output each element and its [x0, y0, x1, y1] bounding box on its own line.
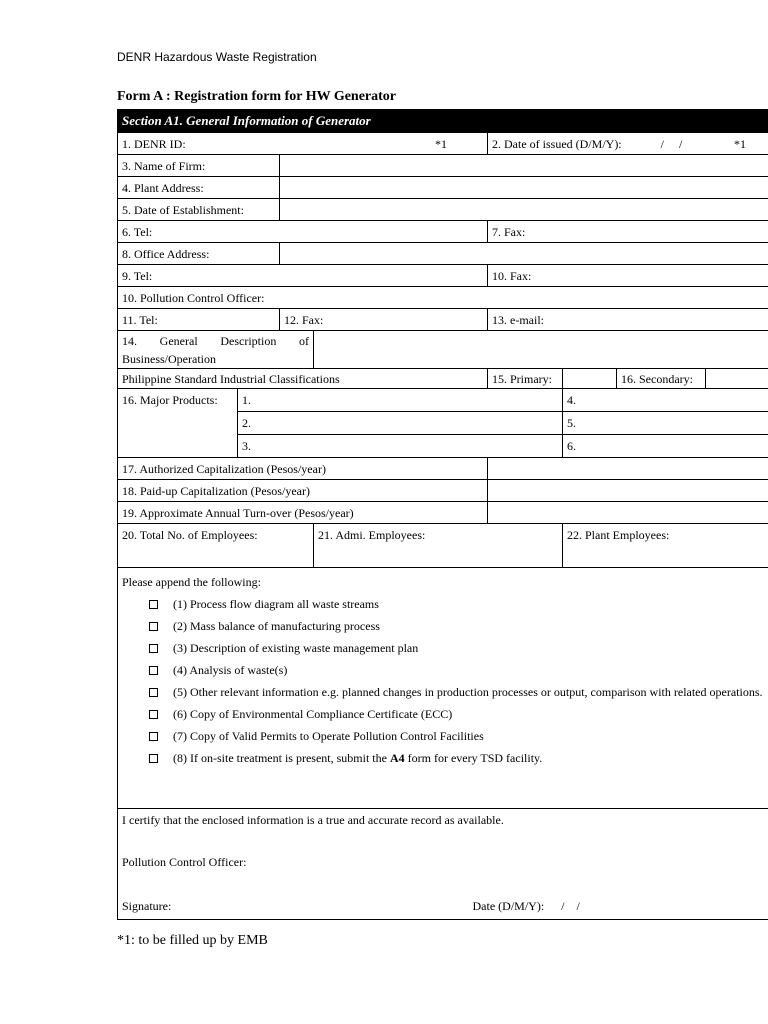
form-title: Form A : Registration form for HW Generator — [117, 89, 397, 104]
major-products-label: 16. Major Products: — [118, 389, 238, 458]
checkbox-icon[interactable] — [149, 622, 158, 631]
psic-label: Philippine Standard Industrial Classifications — [118, 369, 488, 389]
emb-mark: *1 — [435, 136, 447, 151]
section-title: Section A1. General Information of Generator — [118, 110, 768, 133]
product-3-field[interactable]: 3. — [238, 435, 563, 458]
append-item[interactable]: (2) Mass balance of manufacturing process — [122, 615, 768, 637]
tel3-field[interactable]: 11. Tel: — [118, 309, 280, 331]
date-establishment-field[interactable] — [280, 199, 768, 221]
primary-field[interactable] — [563, 369, 617, 389]
registration-form-table — [117, 109, 768, 920]
total-employees-field[interactable]: 20. Total No. of Employees: — [118, 524, 314, 568]
paid-up-capitalization-label: 18. Paid-up Capitalization (Pesos/year) — [118, 480, 488, 502]
certification-section — [118, 809, 768, 920]
checkbox-icon[interactable] — [149, 754, 158, 763]
document-header: DENR Hazardous Waste Registration — [117, 50, 317, 64]
append-item[interactable]: (8) If on-site treatment is present, submit the A4 form for every TSD facility. — [122, 747, 768, 769]
fax3-field[interactable]: 12. Fax: — [280, 309, 488, 331]
cert-date-label: Date (D/M/Y): — [472, 899, 545, 913]
signature-label: Signature: — [122, 899, 172, 913]
fax2-field[interactable]: 10. Fax: — [488, 265, 768, 287]
primary-label: 15. Primary: — [488, 369, 563, 389]
general-description-label — [118, 331, 314, 369]
certification-statement: I certify that the enclosed information is a true and accurate record as available. — [122, 813, 504, 827]
pco-field[interactable]: 10. Pollution Control Officer: — [118, 287, 768, 309]
checkbox-icon[interactable] — [149, 666, 158, 675]
annual-turnover-label: 19. Approximate Annual Turn-over (Pesos/year) — [118, 502, 488, 524]
office-address-label: 8. Office Address: — [118, 243, 280, 265]
authorized-capitalization-field[interactable] — [488, 458, 768, 480]
annual-turnover-field[interactable] — [488, 502, 768, 524]
general-description-line2: Business/Operation — [122, 351, 216, 366]
signature-line[interactable] — [122, 899, 768, 913]
footnote: *1: to be filled up by EMB — [117, 933, 268, 948]
append-item[interactable]: (6) Copy of Environmental Compliance Certificate (ECC) — [122, 703, 768, 725]
firm-name-field[interactable] — [280, 155, 768, 177]
tel2-field[interactable]: 9. Tel: — [118, 265, 488, 287]
append-item[interactable]: (5) Other relevant information e.g. planned changes in production processes or output, comparison with related operations. — [122, 681, 768, 703]
authorized-capitalization-label: 17. Authorized Capitalization (Pesos/year) — [118, 458, 488, 480]
secondary-label: 16. Secondary: — [617, 369, 706, 389]
product-5-field[interactable]: 5. — [563, 412, 768, 435]
pco-signature-label: Pollution Control Officer: — [122, 855, 247, 869]
date-issued-label: 2. Date of issued (D/M/Y): — [492, 136, 622, 151]
firm-name-label: 3. Name of Firm: — [118, 155, 280, 177]
general-description-field[interactable] — [314, 331, 768, 369]
plant-address-field[interactable] — [280, 177, 768, 199]
checkbox-icon[interactable] — [149, 732, 158, 741]
email-field[interactable]: 13. e-mail: — [488, 309, 768, 331]
general-description-line1: 14. General Description of — [122, 333, 309, 348]
append-item[interactable]: (1) Process flow diagram all waste streams — [122, 593, 768, 615]
append-item[interactable]: (4) Analysis of waste(s) — [122, 659, 768, 681]
product-4-field[interactable]: 4. — [563, 389, 768, 412]
secondary-field[interactable] — [706, 369, 768, 389]
date-issued-cell[interactable] — [488, 133, 768, 155]
append-item[interactable]: (7) Copy of Valid Permits to Operate Pollution Control Facilities — [122, 725, 768, 747]
denr-id-cell[interactable] — [118, 133, 488, 155]
checkbox-icon[interactable] — [149, 600, 158, 609]
admin-employees-field[interactable]: 21. Admi. Employees: — [314, 524, 563, 568]
tel-field[interactable]: 6. Tel: — [118, 221, 488, 243]
append-item[interactable]: (3) Description of existing waste management plan — [122, 637, 768, 659]
checkbox-icon[interactable] — [149, 644, 158, 653]
date-issued-slashes: / / — [660, 136, 683, 151]
append-title: Please append the following: — [122, 575, 261, 589]
paid-up-capitalization-field[interactable] — [488, 480, 768, 502]
checkbox-icon[interactable] — [149, 710, 158, 719]
plant-employees-field[interactable]: 22. Plant Employees: — [563, 524, 768, 568]
office-address-field[interactable] — [280, 243, 768, 265]
checkbox-icon[interactable] — [149, 688, 158, 697]
plant-address-label: 4. Plant Address: — [118, 177, 280, 199]
append-section — [118, 568, 768, 809]
product-1-field[interactable]: 1. — [238, 389, 563, 412]
denr-id-label: 1. DENR ID: — [122, 136, 186, 151]
cert-date-slashes: / / — [561, 899, 580, 913]
date-establishment-label: 5. Date of Establishment: — [118, 199, 280, 221]
product-2-field[interactable]: 2. — [238, 412, 563, 435]
cert-date-group — [473, 899, 580, 913]
emb-mark: *1 — [734, 136, 747, 151]
fax-field[interactable]: 7. Fax: — [488, 221, 768, 243]
product-6-field[interactable]: 6. — [563, 435, 768, 458]
